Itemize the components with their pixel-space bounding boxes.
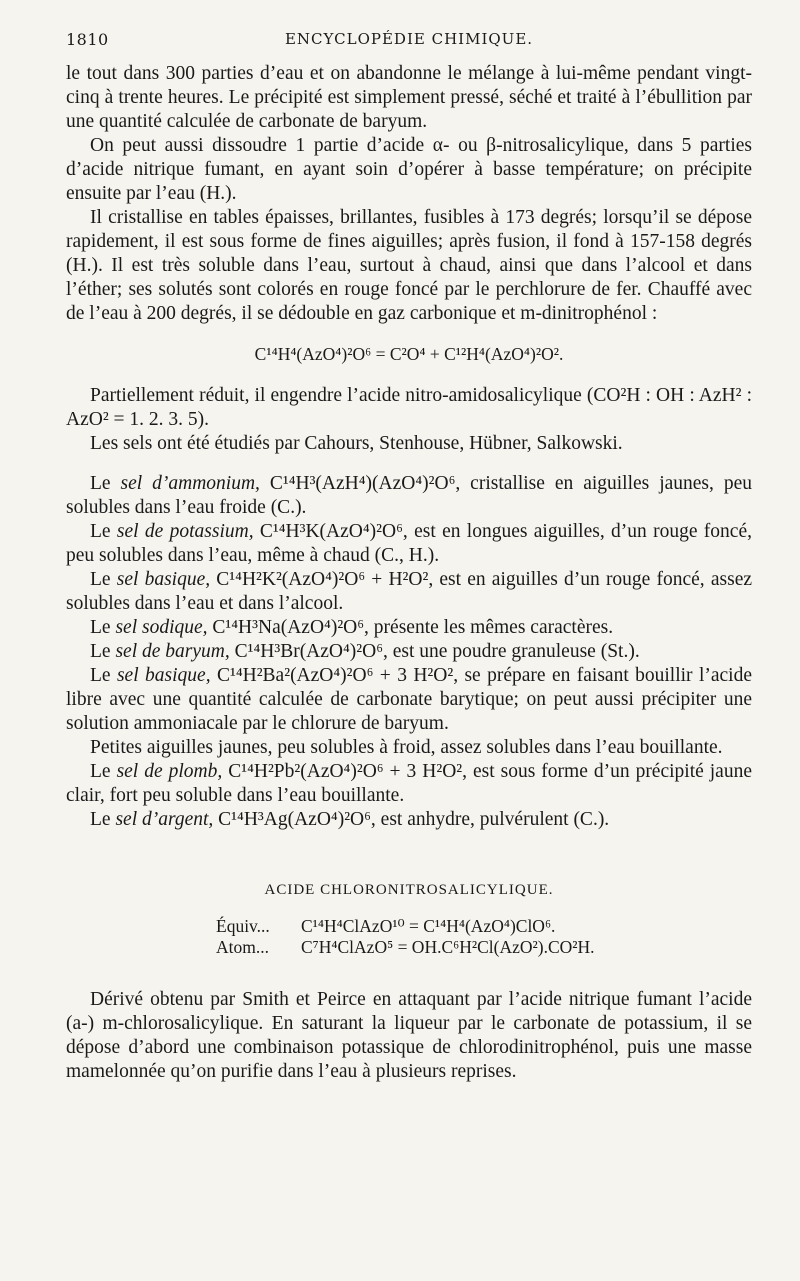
salt-lead: Le <box>90 665 117 686</box>
salt-text: C¹⁴H³Ag(AzO⁴)²O⁶, est anhydre, pulvérulent (C.). <box>213 809 610 830</box>
salt-lead: Le <box>90 641 116 662</box>
salt-name: sel de baryum, <box>115 641 230 662</box>
salt-paragraph <box>66 808 752 832</box>
salt-paragraph <box>66 472 752 520</box>
salt-paragraph <box>66 640 752 664</box>
atom-label: Atom... <box>216 937 269 957</box>
salt-paragraph <box>66 616 752 640</box>
salt-text: C¹⁴H³K(AzO⁴)²O⁶, est en longues aiguilles, d’un rouge foncé, peu solubles dans l’eau, même à chaud (C., H.). <box>66 521 752 566</box>
page-number: 1810 <box>66 30 109 49</box>
running-title: ENCYCLOPÉDIE CHIMIQUE. <box>284 30 534 48</box>
salt-text: C¹⁴H²Ba²(AzO⁴)²O⁶ + 3 H²O², se prépare en faisant bouillir l’acide libre avec une quantité calculée de carbonate barytique; on peut aussi précipiter une solution ammoniacale par le chlorure de baryum. <box>66 665 752 734</box>
text-body <box>66 62 752 1084</box>
salt-name: sel de potassium, <box>116 521 254 542</box>
equiv-formula: C¹⁴H⁴ClAzO¹⁰ = C¹⁴H⁴(AzO⁴)ClO⁶. <box>301 916 556 936</box>
paragraph: Il cristallise en tables épaisses, brillantes, fusibles à 173 degrés; lorsqu’il se dépose rapidement, il est sous forme de fines aiguilles; après fusion, il fond à 157-158 degrés (H.). Il est très soluble dans l’eau, surtout à chaud, ainsi que dans l’alcool et dans l’éther; ses solutés sont colorés en rouge foncé par le perchlorure de fer. Chauffé avec de l’eau à 200 degrés, il se dédouble en gaz carbonique et m-dinitrophénol : <box>66 207 752 324</box>
paragraph: Partiellement réduit, il engendre l’acide nitro-amidosalicylique (CO²H : OH : AzH² : AzO² = 1. 2. 3. 5). <box>66 385 752 430</box>
salt-lead: Le <box>90 761 117 782</box>
salt-name: sel d’ammonium, <box>120 473 260 494</box>
salt-paragraph <box>66 520 752 568</box>
paragraph: Dérivé obtenu par Smith et Peirce en attaquant par l’acide nitrique fumant l’acide (a-) m-chlorosalicylique. En saturant la liqueur par le carbonate de potassium, il se dépose d’abord une combinaison potassique de chlorodinitrophénol, puis une masse mamelonnée qu’on purifie dans l’eau à plusieurs reprises. <box>66 989 752 1082</box>
page-header <box>66 30 752 54</box>
paragraph: Les sels ont été étudiés par Cahours, Stenhouse, Hübner, Salkowski. <box>90 433 623 454</box>
salt-paragraph <box>66 760 752 808</box>
salt-text: C¹⁴H³Br(AzO⁴)²O⁶, est une poudre granuleuse (St.). <box>229 641 640 662</box>
salt-lead: Le <box>90 617 116 638</box>
equiv-label: Équiv... <box>216 916 270 936</box>
section-heading: ACIDE CHLORONITROSALICYLIQUE. <box>264 882 554 898</box>
salt-name: sel sodique, <box>115 617 208 638</box>
salt-text: C¹⁴H²K²(AzO⁴)²O⁶ + H²O², est en aiguilles d’un rouge foncé, assez solubles dans l’eau et dans l’alcool. <box>66 569 752 614</box>
salt-lead: Le <box>90 569 117 590</box>
equiv-line <box>216 916 752 937</box>
salt-paragraph <box>66 568 752 616</box>
salt-text: C¹⁴H²Pb²(AzO⁴)²O⁶ + 3 H²O², est sous forme d’un précipité jaune clair, fort peu soluble dans l’eau bouillante. <box>66 761 752 806</box>
salt-text: C¹⁴H³Na(AzO⁴)²O⁶, présente les mêmes caractères. <box>207 617 614 638</box>
salt-lead: Le <box>90 809 116 830</box>
salt-lead: Le <box>90 473 121 494</box>
salt-lead: Le <box>90 521 117 542</box>
salt-name: sel d’argent, <box>115 809 214 830</box>
paragraph: On peut aussi dissoudre 1 partie d’acide α- ou β-nitrosalicylique, dans 5 parties d’acide nitrique fumant, en ayant soin d’opérer à basse température; on précipite ensuite par l’eau (H.). <box>66 135 752 204</box>
salt-text: C¹⁴H³(AzH⁴)(AzO⁴)²O⁶, cristallise en aiguilles jaunes, peu solubles dans l’eau froide (C.). <box>66 473 752 518</box>
salt-name: sel de plomb, <box>116 761 223 782</box>
paragraph: le tout dans 300 parties d’eau et on abandonne le mélange à lui-même pendant vingt-cinq à trente heures. Le précipité est simplement pressé, séché et traité à l’ébullition par une quantité calculée de carbonate de baryum. <box>66 63 752 132</box>
paragraph: Petites aiguilles jaunes, peu solubles à froid, assez solubles dans l’eau bouillante. <box>90 737 723 758</box>
salt-paragraph <box>66 664 752 736</box>
atom-line <box>216 937 752 958</box>
atom-formula: C⁷H⁴ClAzO⁵ = OH.C⁶H²Cl(AzO²).CO²H. <box>301 937 595 957</box>
equation: C¹⁴H⁴(AzO⁴)²O⁶ = C²O⁴ + C¹²H⁴(AzO⁴)²O². <box>254 344 564 364</box>
salt-name: sel basique, <box>116 569 211 590</box>
salt-name: sel basique, <box>116 665 211 686</box>
